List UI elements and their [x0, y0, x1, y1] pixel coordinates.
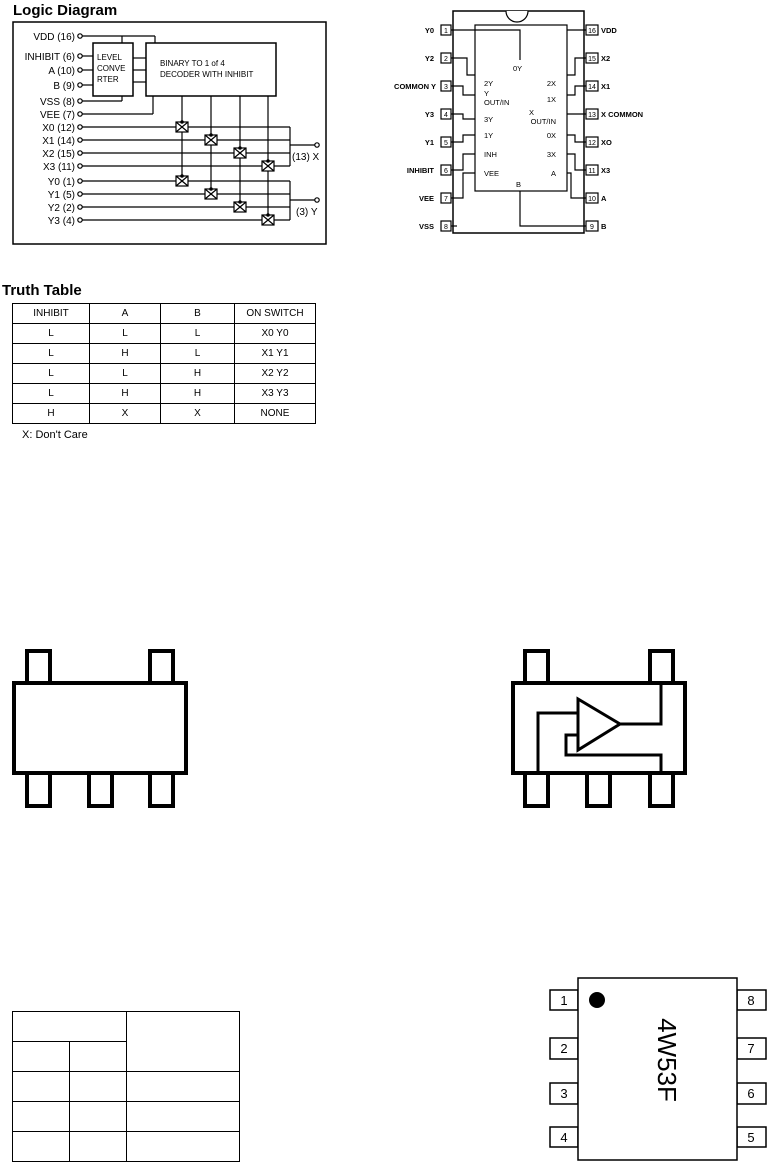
cell-on-switch: X1 Y1	[235, 344, 316, 364]
dip-label-inhibit: INHIBIT	[406, 166, 434, 175]
soic-pin-5: 5	[747, 1130, 755, 1145]
logic-diagram-title: Logic Diagram	[13, 2, 118, 19]
blank-cell	[70, 1132, 127, 1162]
dip-inner-bottom: B	[516, 180, 522, 189]
table-row	[13, 384, 316, 404]
blank-table-row	[13, 1102, 240, 1132]
dip-label-vee: VEE	[418, 194, 434, 203]
cell-inhibit: L	[13, 324, 90, 344]
x-output-label: (13) X	[292, 152, 320, 163]
cell-inhibit: L	[13, 364, 90, 384]
soic-pin-1: 1	[560, 993, 568, 1008]
blank-table-row	[13, 1072, 240, 1102]
level-converter-line-2: CONVE	[97, 64, 126, 73]
dip-label-vdd: VDD	[601, 26, 617, 35]
blank-cell	[13, 1072, 70, 1102]
blank-cell	[70, 1042, 127, 1072]
dip-pin-10: 10	[588, 196, 596, 203]
pin-label-vss: VSS (8)	[39, 97, 75, 108]
pin-label-a: A (10)	[48, 66, 75, 77]
header-b: B	[161, 304, 235, 324]
decoder-line-2: DECODER WITH INHIBIT	[160, 70, 254, 79]
cell-on-switch: X3 Y3	[235, 384, 316, 404]
dip-inner-vee: VEE	[484, 169, 500, 178]
cell-on-switch: X2 Y2	[235, 364, 316, 384]
dip-pin-8: 8	[444, 224, 448, 231]
level-converter-line-1: LEVEL	[97, 53, 122, 62]
truth-table-title: Truth Table	[2, 282, 82, 299]
soic-pin-4: 4	[560, 1130, 568, 1145]
dip-inner-x: X	[528, 108, 534, 117]
cell-on-switch: X0 Y0	[235, 324, 316, 344]
pin-label-x3: X3 (11)	[42, 162, 75, 173]
dip-pin-3: 3	[444, 84, 448, 91]
pin-label-y2: Y2 (2)	[47, 203, 75, 214]
dip-inner-2y: 2Y	[484, 79, 494, 88]
blank-cell	[13, 1102, 70, 1132]
dip-label-b: B	[601, 222, 607, 231]
dip-label-y0: Y0	[424, 26, 434, 35]
blank-cell	[13, 1012, 127, 1042]
pin-label-vee: VEE (7)	[39, 110, 75, 121]
dip-pin-11: 11	[588, 168, 596, 175]
pin-label-y1: Y1 (5)	[47, 190, 75, 201]
dip-label-a: A	[601, 194, 607, 203]
pin-label-y0: Y0 (1)	[47, 177, 75, 188]
dip-pin-5: 5	[444, 140, 448, 147]
dip-pin-14: 14	[588, 84, 596, 91]
cell-a: L	[90, 324, 161, 344]
pin-label-y3: Y3 (4)	[47, 216, 75, 227]
dip-label-common-y: COMMON Y	[394, 82, 436, 91]
dip-pin-13: 13	[588, 112, 596, 119]
pin-label-x1: X1 (14)	[42, 136, 75, 147]
dip-label-x-common: X COMMON	[601, 110, 644, 119]
soic-pin-8: 8	[747, 993, 755, 1008]
soic-pin-3: 3	[560, 1086, 568, 1101]
dip-label-xo: XO	[601, 138, 612, 147]
dip-label-y1: Y1	[424, 138, 434, 147]
cell-a: H	[90, 384, 161, 404]
analog-switch-icons	[176, 121, 274, 225]
pin-label-vdd: VDD (16)	[33, 32, 75, 43]
dip-pin-1: 1	[444, 28, 448, 35]
pin-label-x0: X0 (12)	[42, 123, 75, 134]
dip-label-vss: VSS	[418, 222, 434, 231]
y-output-label: (3) Y	[296, 207, 318, 218]
blank-cell	[13, 1042, 70, 1072]
dip-pin-4: 4	[444, 112, 448, 119]
dont-care-note: X: Don't Care	[22, 429, 88, 441]
table-row	[13, 404, 316, 424]
dip-label-x1: X1	[601, 82, 611, 91]
decoder-line-1: BINARY TO 1 of 4	[160, 59, 225, 68]
soic-pin-7: 7	[747, 1041, 755, 1056]
cell-b: H	[161, 384, 235, 404]
pin-label-b: B (9)	[53, 81, 75, 92]
dip-label-y2: Y2	[424, 54, 434, 63]
dip-pin-16: 16	[588, 28, 596, 35]
pin-label-inhibit: INHIBIT (6)	[24, 52, 75, 63]
dip-pin-6: 6	[444, 168, 448, 175]
dip-inner-3x: 3X	[546, 150, 556, 159]
level-converter-line-3: RTER	[97, 75, 119, 84]
header-inhibit: INHIBIT	[13, 304, 90, 324]
dip16-pinout	[441, 11, 598, 233]
dip-pin-12: 12	[588, 140, 596, 147]
blank-cell	[70, 1072, 127, 1102]
table-row	[13, 364, 316, 384]
dip-label-x3: X3	[601, 166, 611, 175]
soic-pin-2: 2	[560, 1041, 568, 1056]
blank-cell	[127, 1012, 240, 1072]
dip-pin-15: 15	[588, 56, 596, 63]
sot23-package-left	[14, 651, 186, 806]
cell-b: H	[161, 364, 235, 384]
cell-on-switch: NONE	[235, 404, 316, 424]
header-on-switch: ON SWITCH	[235, 304, 316, 324]
header-a: A	[90, 304, 161, 324]
dip-inner-out-in-x: OUT/IN	[530, 117, 556, 126]
dip-inner-1y: 1Y	[484, 131, 494, 140]
dip-label-x2: X2	[601, 54, 611, 63]
dip-inner-inh: INH	[484, 150, 497, 159]
cell-a: L	[90, 364, 161, 384]
blank-table	[12, 1011, 240, 1162]
cell-inhibit: H	[13, 404, 90, 424]
cell-b: X	[161, 404, 235, 424]
cell-a: X	[90, 404, 161, 424]
dip-inner-0x: 0X	[546, 131, 556, 140]
blank-table-row	[13, 1132, 240, 1162]
dip-inner-2x: 2X	[546, 79, 556, 88]
dip-inner-a: A	[550, 169, 556, 178]
cell-inhibit: L	[13, 384, 90, 404]
blank-cell	[13, 1132, 70, 1162]
blank-cell	[127, 1102, 240, 1132]
pin-label-x2: X2 (15)	[42, 149, 75, 160]
dip-pin-9: 9	[590, 224, 594, 231]
dip-pin-2: 2	[444, 56, 448, 63]
cell-inhibit: L	[13, 344, 90, 364]
dip-inner-top: 0Y	[513, 64, 523, 73]
dip-inner-y: Y	[484, 89, 490, 98]
truth-table-header-row	[13, 304, 316, 324]
dip-label-y3: Y3	[424, 110, 434, 119]
table-row	[13, 344, 316, 364]
dip-inner-3y: 3Y	[484, 115, 494, 124]
table-row	[13, 324, 316, 344]
blank-table-row	[13, 1012, 240, 1042]
dip-inner-1x: 1X	[546, 95, 556, 104]
cell-a: H	[90, 344, 161, 364]
soic-pin-6: 6	[747, 1086, 755, 1101]
truth-table	[12, 303, 316, 424]
dip-inner-out-in-y: OUT/IN	[484, 98, 510, 107]
blank-cell	[127, 1132, 240, 1162]
cell-b: L	[161, 344, 235, 364]
soic-marking: 4W53F	[652, 1018, 682, 1102]
dip-pin-7: 7	[444, 196, 448, 203]
blank-cell	[127, 1072, 240, 1102]
blank-cell	[70, 1102, 127, 1132]
pin1-marker-icon	[589, 992, 605, 1008]
cell-b: L	[161, 324, 235, 344]
